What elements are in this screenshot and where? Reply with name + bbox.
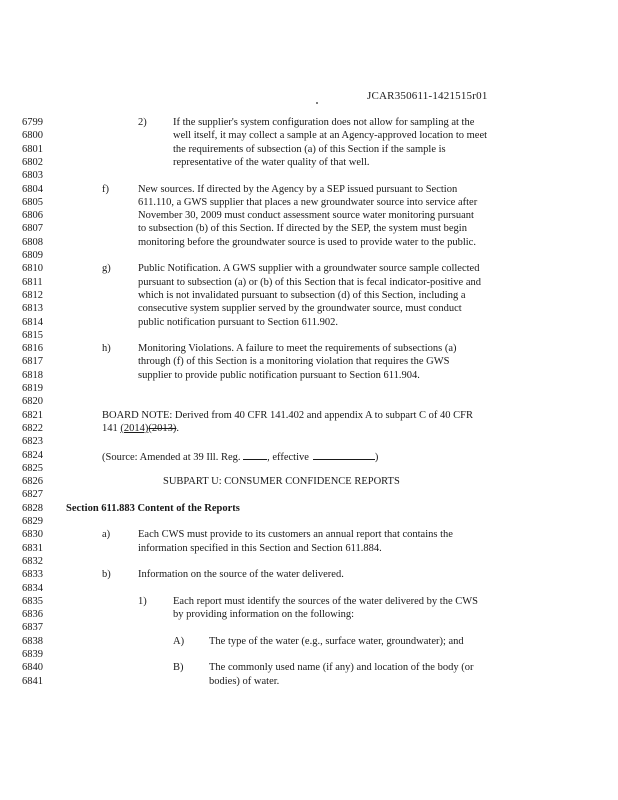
board-note-suffix: . — [176, 422, 179, 434]
source-note-effective: effective — [272, 451, 309, 463]
item-h-line: supplier to provide public notification pursuant to Section 611.904. — [138, 369, 420, 381]
section-heading: Section 611.883 Content of the Reports — [66, 502, 240, 514]
item-g-line: pursuant to subsection (a) or (b) of this Section that is fecal indicator-positive and — [138, 276, 481, 288]
line-number: 6819 — [22, 383, 43, 394]
item-f-line: New sources. If directed by the Agency by a SEP issued pursuant to Section — [138, 183, 458, 195]
item-B-label: B) — [173, 662, 184, 674]
item-g-line: Public Notification. A GWS supplier with a groundwater source sample collected — [138, 263, 480, 275]
item-f-line: monitoring before the groundwater source is used to provide water to the public. — [138, 236, 476, 248]
line-number: 6811 — [22, 276, 43, 288]
line-number: 6806 — [22, 210, 43, 222]
line-number: 6827 — [22, 489, 43, 501]
line-number: 6830 — [22, 529, 43, 541]
item-a-line: Each CWS must provide to its customers an annual report that contains the — [138, 529, 453, 541]
line-number: 6802 — [22, 156, 43, 168]
line-number: 6817 — [22, 356, 43, 368]
item-b-label: b) — [102, 569, 111, 581]
item-b1-line: Each report must identify the sources of the water delivered by the CWS — [173, 595, 478, 607]
subpart-heading: SUBPART U: CONSUMER CONFIDENCE REPORTS — [163, 476, 400, 488]
line-number: 6800 — [22, 130, 43, 142]
line-number: 6804 — [22, 183, 43, 195]
item-a-label: a) — [102, 529, 111, 541]
line-number: 6803 — [22, 170, 43, 182]
source-note-suffix: ) — [374, 451, 379, 463]
source-note-comma: , — [267, 451, 273, 463]
line-number: 6814 — [22, 316, 43, 328]
line-number: 6820 — [22, 396, 43, 408]
line-number: 6839 — [22, 649, 43, 660]
board-note-prefix: 141 — [102, 422, 121, 434]
item-b-text: Information on the source of the water delivered. — [138, 569, 344, 581]
item-2-label: 2) — [138, 117, 147, 128]
document-id: JCAR350611-1421515r01 — [367, 90, 488, 102]
source-note — [102, 449, 378, 464]
board-note-line: BOARD NOTE: Derived from 40 CFR 141.402 and appendix A to subpart C of 40 CFR — [102, 409, 473, 421]
line-number: 6823 — [22, 436, 43, 448]
item-g-line: consecutive system supplier served by the groundwater source, must conduct — [138, 303, 462, 315]
item-f-line: November 30, 2009 must conduct assessment source water monitoring pursuant — [138, 210, 474, 222]
item-f-line: to subsection (b) of this Section. If directed by the SEP, the system must begin — [138, 223, 467, 235]
item-2-line: representative of the water quality of that well. — [173, 156, 370, 168]
item-A-text: The type of the water (e.g., surface water, groundwater); and — [209, 635, 464, 647]
line-number: 6834 — [22, 582, 43, 594]
line-number: 6821 — [22, 409, 43, 421]
item-b1-label: 1) — [138, 595, 147, 607]
line-number: 6828 — [22, 502, 43, 514]
line-number: 6840 — [22, 662, 43, 674]
line-number: 6836 — [22, 609, 43, 621]
item-2-line: the requirements of subsection (a) of this Section if the sample is — [173, 143, 446, 155]
line-number: 6805 — [22, 196, 43, 208]
line-number: 6822 — [22, 422, 43, 434]
line-number: 6825 — [22, 462, 43, 474]
line-number: 6815 — [22, 329, 43, 341]
item-g-line: public notification pursuant to Section 611.902. — [138, 316, 338, 328]
line-number: 6816 — [22, 343, 43, 355]
line-number: 6812 — [22, 289, 43, 301]
item-h-line: through (f) of this Section is a monitoring violation that requires the GWS — [138, 356, 450, 368]
line-number: 6833 — [22, 569, 43, 581]
line-number: 6809 — [22, 250, 43, 261]
line-number: 6831 — [22, 542, 43, 554]
line-number: 6824 — [22, 449, 43, 461]
line-number: 6835 — [22, 595, 43, 607]
effective-date-blank — [313, 449, 375, 460]
line-number: 6826 — [22, 476, 43, 488]
item-f-line: 611.110, a GWS supplier that places a new groundwater source into service after — [138, 196, 478, 208]
item-f-label: f) — [102, 183, 109, 195]
item-g-line: which is not invalidated pursuant to subsection (d) of this Section, including a — [138, 289, 466, 301]
line-number: 6813 — [22, 303, 43, 315]
line-number: 6829 — [22, 516, 43, 527]
item-a-line: information specified in this Section and Section 611.884. — [138, 542, 382, 554]
item-B-line: bodies) of water. — [209, 675, 280, 687]
deleted-text: (2013) — [148, 422, 177, 434]
item-g-label: g) — [102, 263, 111, 275]
inserted-text: (2014) — [120, 422, 149, 434]
item-B-line: The commonly used name (if any) and location of the body (or — [209, 662, 474, 674]
line-number: 6838 — [22, 635, 43, 647]
item-2-line: If the supplier's system configuration does not allow for sampling at the — [173, 117, 475, 128]
line-number: 6810 — [22, 263, 43, 275]
line-number: 6837 — [22, 622, 43, 634]
item-A-label: A) — [173, 635, 185, 647]
line-number: 6818 — [22, 369, 43, 381]
line-number: 6807 — [22, 223, 43, 235]
board-note-line — [102, 422, 179, 435]
line-number: 6832 — [22, 555, 43, 567]
line-number: 6799 — [22, 117, 43, 128]
register-page-blank — [243, 449, 267, 460]
source-note-prefix: (Source: Amended at 39 Ill. Reg. — [102, 451, 244, 463]
item-2-line: well itself, it may collect a sample at an Agency-approved location to meet — [173, 130, 488, 142]
stray-mark — [316, 102, 318, 104]
item-h-label: h) — [102, 343, 111, 355]
line-number: 6808 — [22, 236, 43, 248]
item-h-line: Monitoring Violations. A failure to meet the requirements of subsections (a) — [138, 343, 457, 355]
item-b1-line: by providing information on the following: — [173, 609, 355, 621]
line-number: 6841 — [22, 675, 43, 687]
line-number: 6801 — [22, 143, 43, 155]
